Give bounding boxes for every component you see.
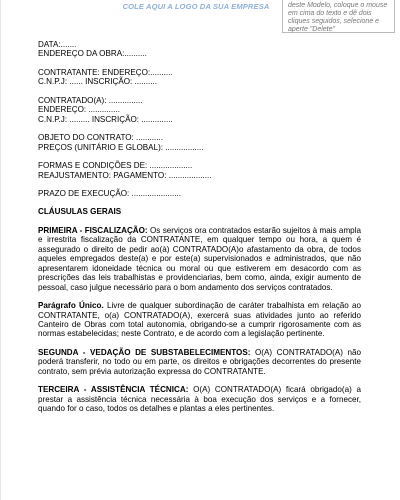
- clausula-terceira-title: TERCEIRA - ASSISTÊNCIA TÉCNICA:: [38, 385, 189, 395]
- clausulas-title: CLÁUSULAS GERAIS: [38, 207, 122, 217]
- clausula-terceira-text: O(A) CONTRATADO(A) ficará obrigado(a) a prestar a assistência técnica necessária à boa execução dos serviços e a fornecer, quando for o caso, todos os detalhes e plantas a eles pertinentes.: [38, 385, 361, 414]
- field-data: DATA:.......: [38, 40, 77, 49]
- clausula-terceira: [38, 385, 361, 413]
- field-contratado-endereco: ENDEREÇO: ..............: [38, 105, 120, 115]
- paragrafo-unico: [38, 301, 361, 339]
- instruction-note-text: deste Modelo, coloque o mouse em cima do texto e dê dois cliques seguidos, selecione e aperte "Delete": [288, 2, 388, 33]
- field-reajustamento: REAJUSTAMENTO: PAGAMENTO: ...................: [38, 170, 212, 180]
- instruction-note: [282, 0, 395, 33]
- field-contratante-endereco: CONTRATANTE: ENDEREÇO:..........: [38, 67, 173, 77]
- clausula-segunda-text: O(A) CONTRATADO(A) não poderá transferir, no todo ou em parte, os direitos e obrigações decorrentes do presente contrato, sem prévia autorização expressa do CONTRATANTE.: [38, 347, 362, 376]
- field-precos: PREÇOS (UNITÁRIO E GLOBAL): .................: [38, 142, 204, 152]
- field-formas: FORMAS E CONDIÇÕES DE: ...................: [38, 161, 193, 171]
- field-contratado: CONTRATADO(A): ...............: [38, 95, 143, 105]
- paragrafo-unico-text: Livre de qualquer subordinação de caráter trabalhista em relação ao CONTRATANTE, o(a) CONTRATADO(A), exercerá suas atividades junto ao referido Canteiro de Obras com total autonomia, obrigando-se a cumprir rigorosamente com as normas estabelecidas; neste Contrato, e de acordo com a legislação pertinente.: [38, 301, 361, 339]
- contract-body: [38, 40, 361, 414]
- field-objeto: OBJETO DO CONTRATO: ............: [38, 133, 164, 143]
- clausula-primeira-text: Os serviços ora contratados estarão sujeitos à mais ampla e irrestrita fiscalização da CONTRATANTE, em qualquer tempo ou hora, a quem é assegurado o direito de pedir ao(à) CONTRATADO(A)o afastamento da obra, de todos aqueles empregados deste(a) e por este(a) supervisionados e administrados, que não apresentarem idoneidade técnica ou moral ou que estiverem em desacordo com as prescrições das leis trabalhistas e providenciarias, bem como, ainda, exigir aumento de pessoal, caso julgue necessário para o bom andamento dos serviços contratados.: [38, 225, 361, 292]
- field-prazo: PRAZO DE EXECUÇÃO: ......................: [38, 188, 182, 198]
- clausula-primeira-title: PRIMEIRA - FISCALIZAÇÃO:: [38, 225, 148, 235]
- field-contratante-cnpj: C.N.P.J: ...... INSCRIÇÃO: ..........: [38, 77, 158, 87]
- field-contratado-cnpj: C.N.P.J: ......... INSCRIÇÃO: ..............: [38, 114, 173, 124]
- clausula-segunda-title: SEGUNDA - VEDAÇÃO DE SUBSTABELECIMENTOS:: [38, 347, 251, 357]
- logo-placeholder: COLE AQUI A LOGO DA SUA EMPRESA: [122, 2, 270, 11]
- clausula-primeira: [38, 226, 361, 292]
- paragrafo-unico-title: Parágrafo Único.: [38, 301, 104, 311]
- field-endereco-obra: ENDEREÇO DA OBRA:..........: [38, 49, 147, 59]
- clausula-segunda: [38, 348, 361, 376]
